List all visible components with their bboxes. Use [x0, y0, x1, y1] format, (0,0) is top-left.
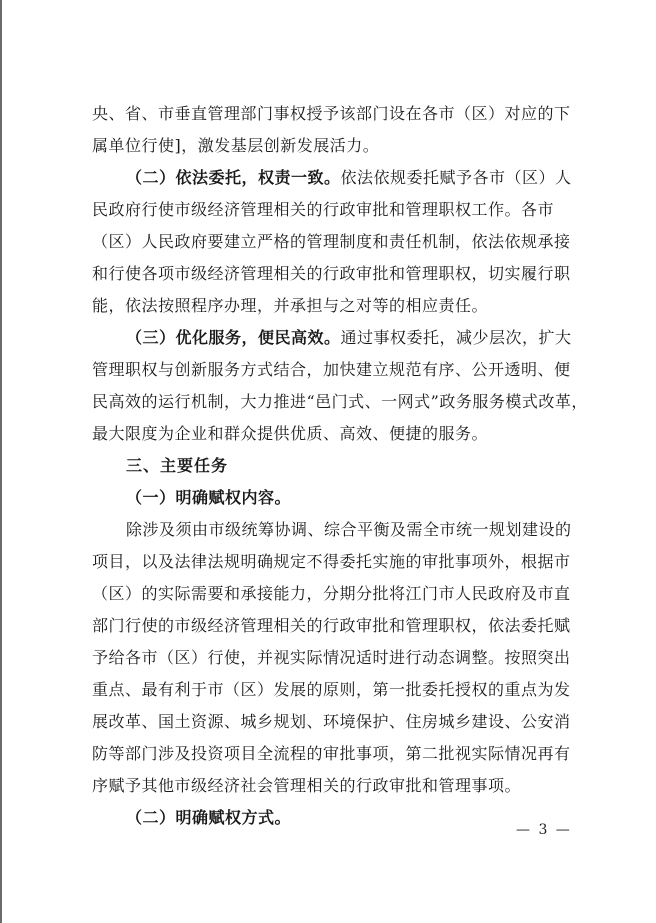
section-principle-3: （三）优化服务，便民高效。通过事权委托，减少层次，扩大: [126, 328, 572, 347]
text-line-11: 最大限度为企业和群众提供优质、高效、便捷的服务。: [92, 424, 489, 443]
page-edge: [0, 0, 2, 923]
principle-3-title: （三）优化服务，便民高效。: [126, 328, 341, 347]
principle-2-title: （二）依法委托，权责一致。: [126, 168, 341, 187]
text-line-7: 能，依法按照程序办理，并承担与之对等的相应责任。: [92, 296, 489, 315]
subsection-2-title: （二）明确赋权方式。: [126, 808, 292, 827]
page-number: — 3 —: [516, 822, 572, 838]
text-line-19: 重点、最有利于市（区）发展的原则，第一批委托授权的重点为发: [92, 680, 571, 699]
text-line-6: 和行使各项市级经济管理相关的行政审批和管理职权，切实履行职: [92, 264, 571, 283]
text-line-1: 央、省、市垂直管理部门事权授予该部门设在各市（区）对应的下: [92, 104, 571, 123]
text-line-22: 序赋予其他市级经济社会管理相关的行政审批和管理事项。: [92, 776, 522, 795]
section-heading-main-tasks: 三、主要任务: [126, 456, 229, 475]
text-line-4: 民政府行使市级经济管理相关的行政审批和管理职权工作。各市: [92, 200, 555, 219]
subsection-1-title: （一）明确赋权内容。: [126, 488, 292, 507]
text-line-9: 管理职权与创新服务方式结合，加快建立规范有序、公开透明、便: [92, 360, 571, 379]
text-line-20: 展改革、国土资源、城乡规划、环境保护、住房城乡建设、公安消: [92, 712, 571, 731]
document-body: [92, 98, 588, 834]
text-line-5: （区）人民政府要建立严格的管理制度和责任机制，依法依规承接: [92, 232, 571, 251]
text-line-21: 防等部门涉及投资项目全流程的审批事项，第二批视实际情况再有: [92, 744, 571, 763]
text-line-2: 属单位行使]，激发基层创新发展活力。: [92, 136, 380, 155]
text-line-15: 项目，以及法律法规明确规定不得委托实施的审批事项外，根据市: [92, 552, 571, 571]
text-line-18: 予给各市（区）行使，并视实际情况适时进行动态调整。按照突出: [92, 648, 571, 667]
section-principle-2: （二）依法委托，权责一致。依法依规委托赋予各市（区）人: [126, 168, 572, 187]
text-line-10: 民高效的运行机制，大力推进“邑门式、一网式”政务服务模式改革，: [92, 392, 588, 411]
text-line-14: 除涉及须由市级统筹协调、综合平衡及需全市统一规划建设的: [126, 520, 572, 539]
text-line-16: （区）的实际需要和承接能力，分期分批将江门市人民政府及市直: [92, 584, 571, 603]
text-line-17: 部门行使的市级经济管理相关的行政审批和管理职权，依法委托赋: [92, 616, 571, 635]
